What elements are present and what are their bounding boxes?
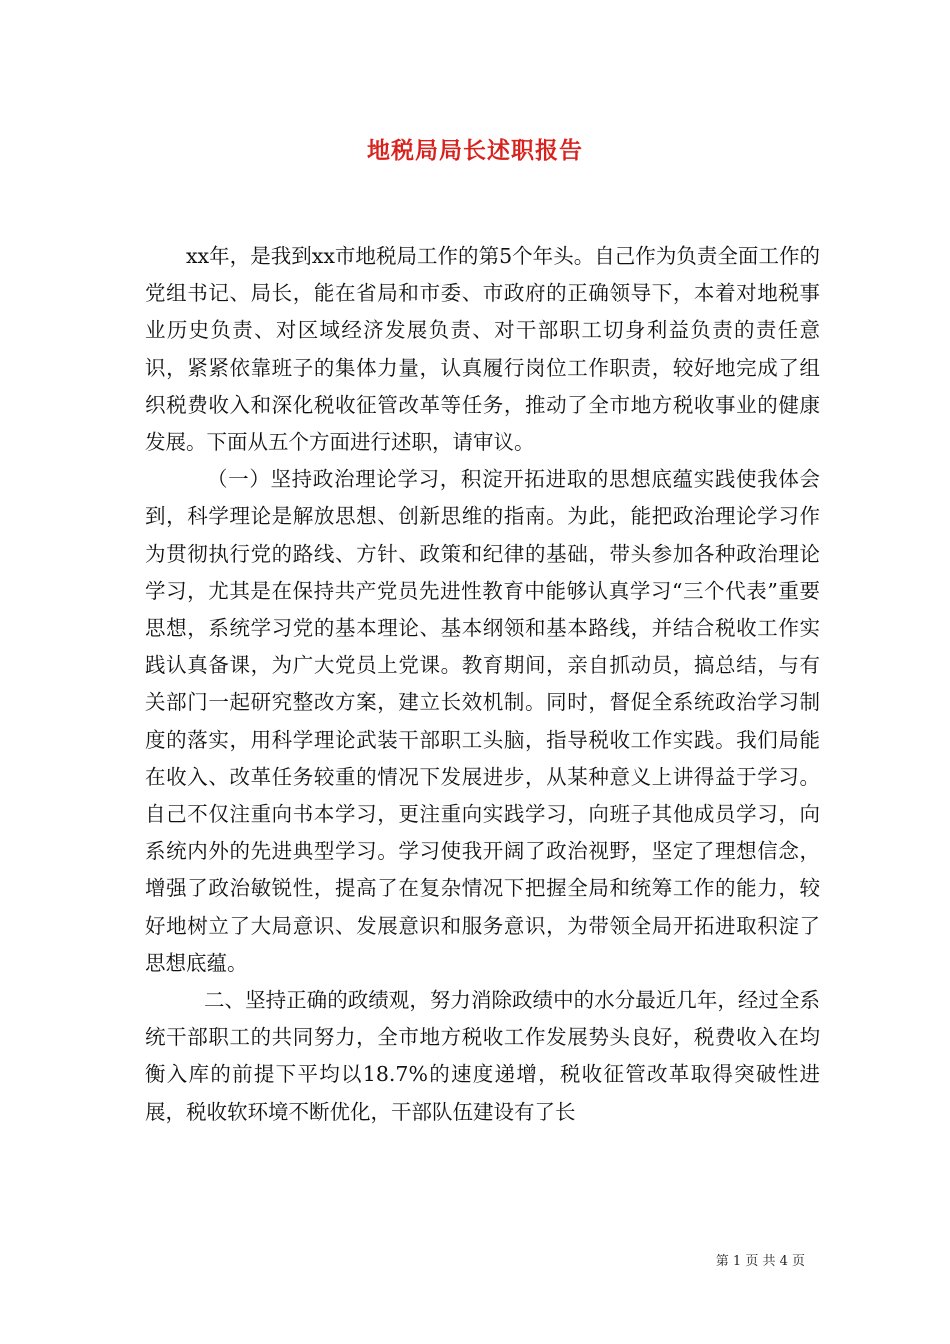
document-title: 地税局局长述职报告 (367, 137, 583, 164)
paragraph-section-1: （一）坚持政治理论学习，积淀开拓进取的思想底蕴实践使我体会到，科学理论是解放思想、创新思维的指南。为此，能把政治理论学习作为贯彻执行党的路线、方针、政策和纪律的基础，带头参加各种政治理论学习，尤其是在保持共产党员先进性教育中能够认真学习“三个代表”重要思想，系统学习党的基本理论、基本纲领和基本路线，并结合税收工作实践认真备课，为广大党员上党课。教育期间，亲自抓动员，搞总结，与有关部门一起研究整改方案，建立长效机制。同时，督促全系统政治学习制度的落实，用科学理论武装干部职工头脑，指导税收工作实践。我们局能在收入、改革任务较重的情况下发展进步，从某种意义上讲得益于学习。自己不仅注重向书本学习，更注重向实践学习，向班子其他成员学习，向系统内外的先进典型学习。学习使我开阔了政治视野，坚定了理想信念，增强了政治敏锐性，提高了在复杂情况下把握全局和统筹工作的能力，较好地树立了大局意识、发展意识和服务意识，为带领全局开拓进取积淀了思想底蕴。 (145, 467, 820, 975)
page-number-footer: 第 1 页 共 4 页 (715, 1254, 805, 1269)
document-body (145, 238, 820, 1131)
paragraph-section-2: 二、坚持正确的政绩观，努力消除政绩中的水分最近几年，经过全系统干部职工的共同努力，全市地方税收工作发展势头良好，税费收入在均衡入库的前提下平均以18.7%的速度递增，税收征管改革取得突破性进展，税收软环境不断优化，干部队伍建设有了长 (145, 988, 820, 1124)
paragraph-intro: xx年，是我到xx市地税局工作的第5个年头。自己作为负责全面工作的党组书记、局长，能在省局和市委、市政府的正确领导下，本着对地税事业历史负责、对区域经济发展负责、对干部职工切身利益负责的责任意识，紧紧依靠班子的集体力量，认真履行岗位工作职责，较好地完成了组织税费收入和深化税收征管改革等任务，推动了全市地方税收事业的健康发展。下面从五个方面进行述职，请审议。 (145, 244, 820, 455)
